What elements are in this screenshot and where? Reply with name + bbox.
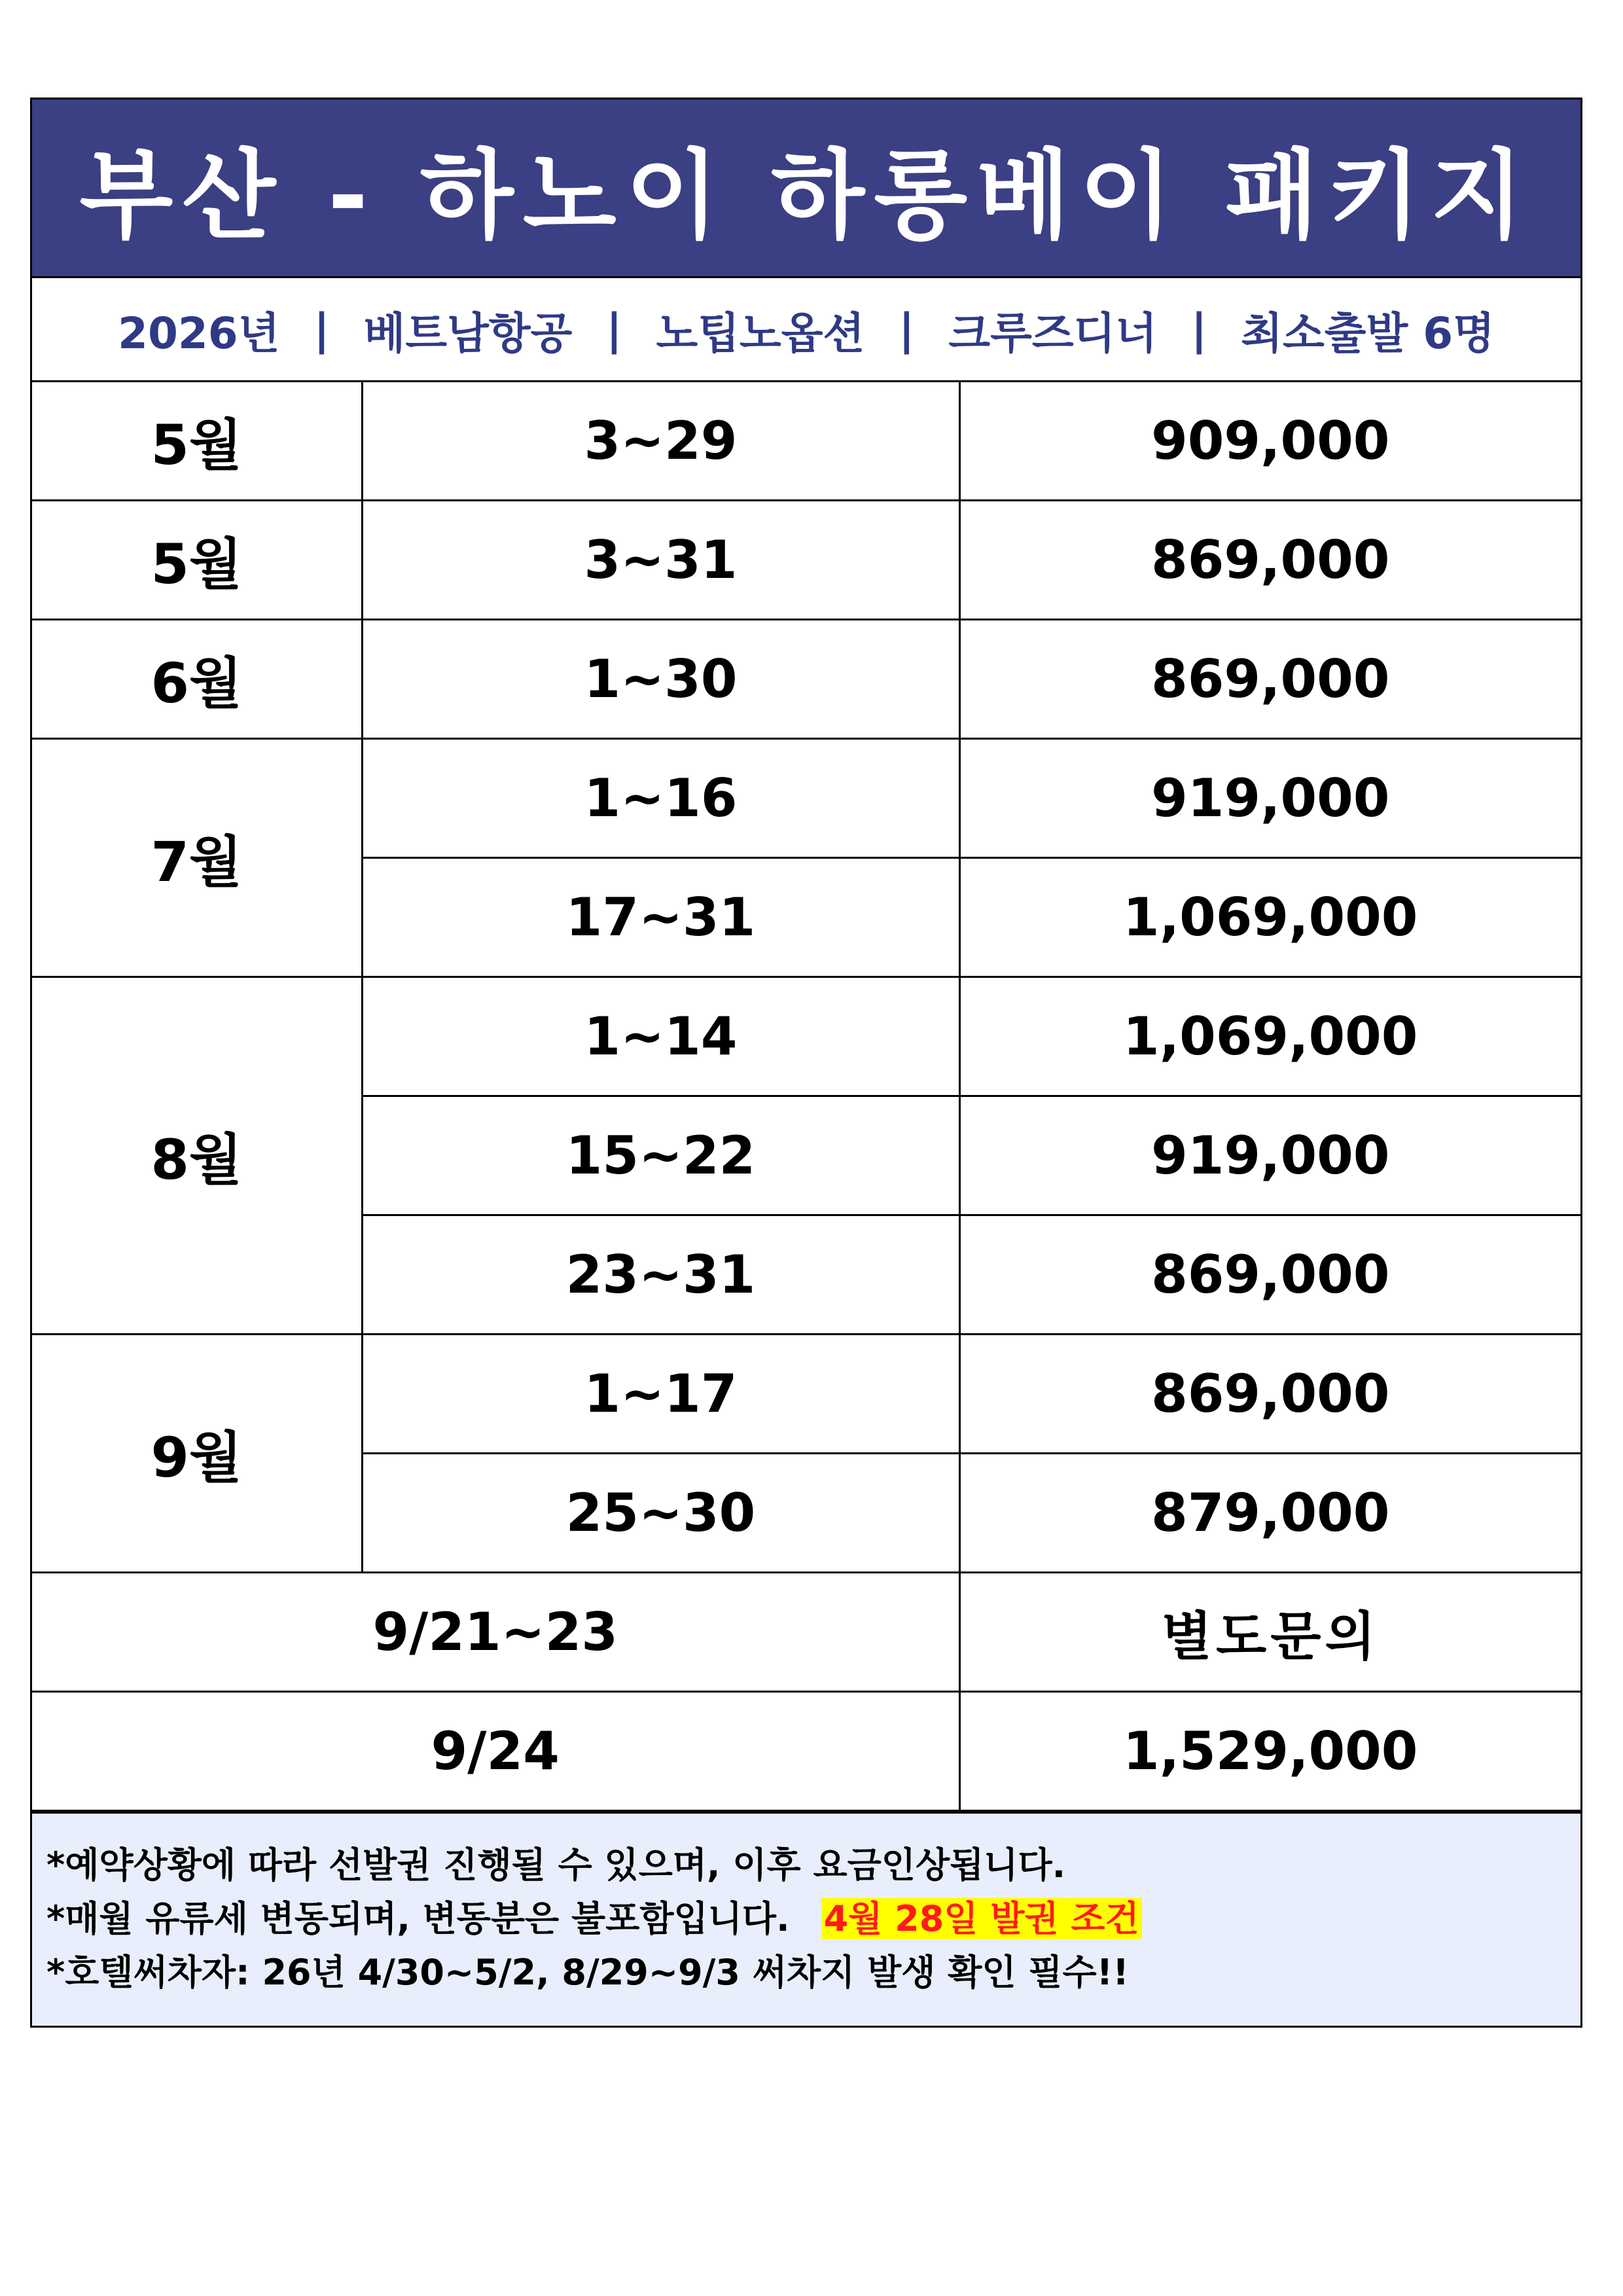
subtitle-year: 2026년 [118, 308, 280, 359]
price-cell: 919,000 [959, 1096, 1580, 1215]
month-cell: 5월 [32, 501, 362, 620]
note-line [46, 1892, 1565, 1946]
subtitle-separator: | [899, 304, 915, 355]
notes-box [32, 1812, 1580, 2026]
table-row [32, 620, 1580, 739]
dates-cell: 1~14 [362, 977, 959, 1096]
table-row [32, 1573, 1580, 1692]
subtitle-separator: | [606, 304, 622, 355]
ticketing-condition-highlight: 4월 28일 발권 조건 [821, 1898, 1142, 1939]
dates-cell: 9/21~23 [32, 1573, 959, 1692]
subtitle-cruise-dinner: 크루즈디너 [948, 308, 1158, 359]
subtitle-separator: | [1191, 304, 1207, 355]
dates-cell: 1~17 [362, 1335, 959, 1454]
dates-cell: 1~30 [362, 620, 959, 739]
price-cell: 919,000 [959, 739, 1580, 858]
month-cell: 6월 [32, 620, 362, 739]
subtitle-bar [32, 278, 1580, 382]
month-cell: 7월 [32, 739, 362, 977]
price-cell: 869,000 [959, 1335, 1580, 1454]
table-row [32, 977, 1580, 1096]
table-row [32, 1335, 1580, 1454]
table-row [32, 739, 1580, 858]
dates-cell: 15~22 [362, 1096, 959, 1215]
price-cell: 1,069,000 [959, 977, 1580, 1096]
price-cell: 1,069,000 [959, 858, 1580, 977]
table-row [32, 501, 1580, 620]
dates-cell: 25~30 [362, 1454, 959, 1573]
subtitle-airline: 베트남항공 [363, 308, 573, 359]
price-table [32, 382, 1580, 1812]
dates-cell: 1~16 [362, 739, 959, 858]
title-bar [32, 99, 1580, 278]
price-cell: 909,000 [959, 382, 1580, 501]
month-cell: 9월 [32, 1335, 362, 1573]
subtitle-min-departure: 최소출발 6명 [1241, 308, 1495, 359]
price-cell: 879,000 [959, 1454, 1580, 1573]
note-line: *예약상황에 따라 선발권 진행될 수 있으며, 이후 요금인상됩니다. [46, 1844, 1066, 1886]
month-cell: 8월 [32, 977, 362, 1335]
price-sheet [30, 98, 1582, 2028]
month-cell: 5월 [32, 382, 362, 501]
page-title: 부산 - 하노이 하롱베이 패키지 [79, 139, 1533, 252]
subtitle-separator: | [313, 304, 330, 355]
dates-cell: 3~31 [362, 501, 959, 620]
dates-cell: 23~31 [362, 1215, 959, 1335]
dates-cell: 17~31 [362, 858, 959, 977]
price-cell: 869,000 [959, 501, 1580, 620]
dates-cell: 9/24 [32, 1692, 959, 1811]
table-row [32, 382, 1580, 501]
note-text: *매월 유류세 변동되며, 변동분은 불포함입니다. [46, 1898, 790, 1939]
subtitle-no-tip-option: 노팁노옵션 [656, 308, 865, 359]
table-row [32, 1692, 1580, 1811]
dates-cell: 3~29 [362, 382, 959, 501]
price-cell: 869,000 [959, 1215, 1580, 1335]
note-line: *호텔써차자: 26년 4/30~5/2, 8/29~9/3 써차지 발생 확인 필수!! [46, 1952, 1129, 1993]
price-cell: 별도문의 [959, 1573, 1580, 1692]
price-cell: 869,000 [959, 620, 1580, 739]
price-cell: 1,529,000 [959, 1692, 1580, 1811]
